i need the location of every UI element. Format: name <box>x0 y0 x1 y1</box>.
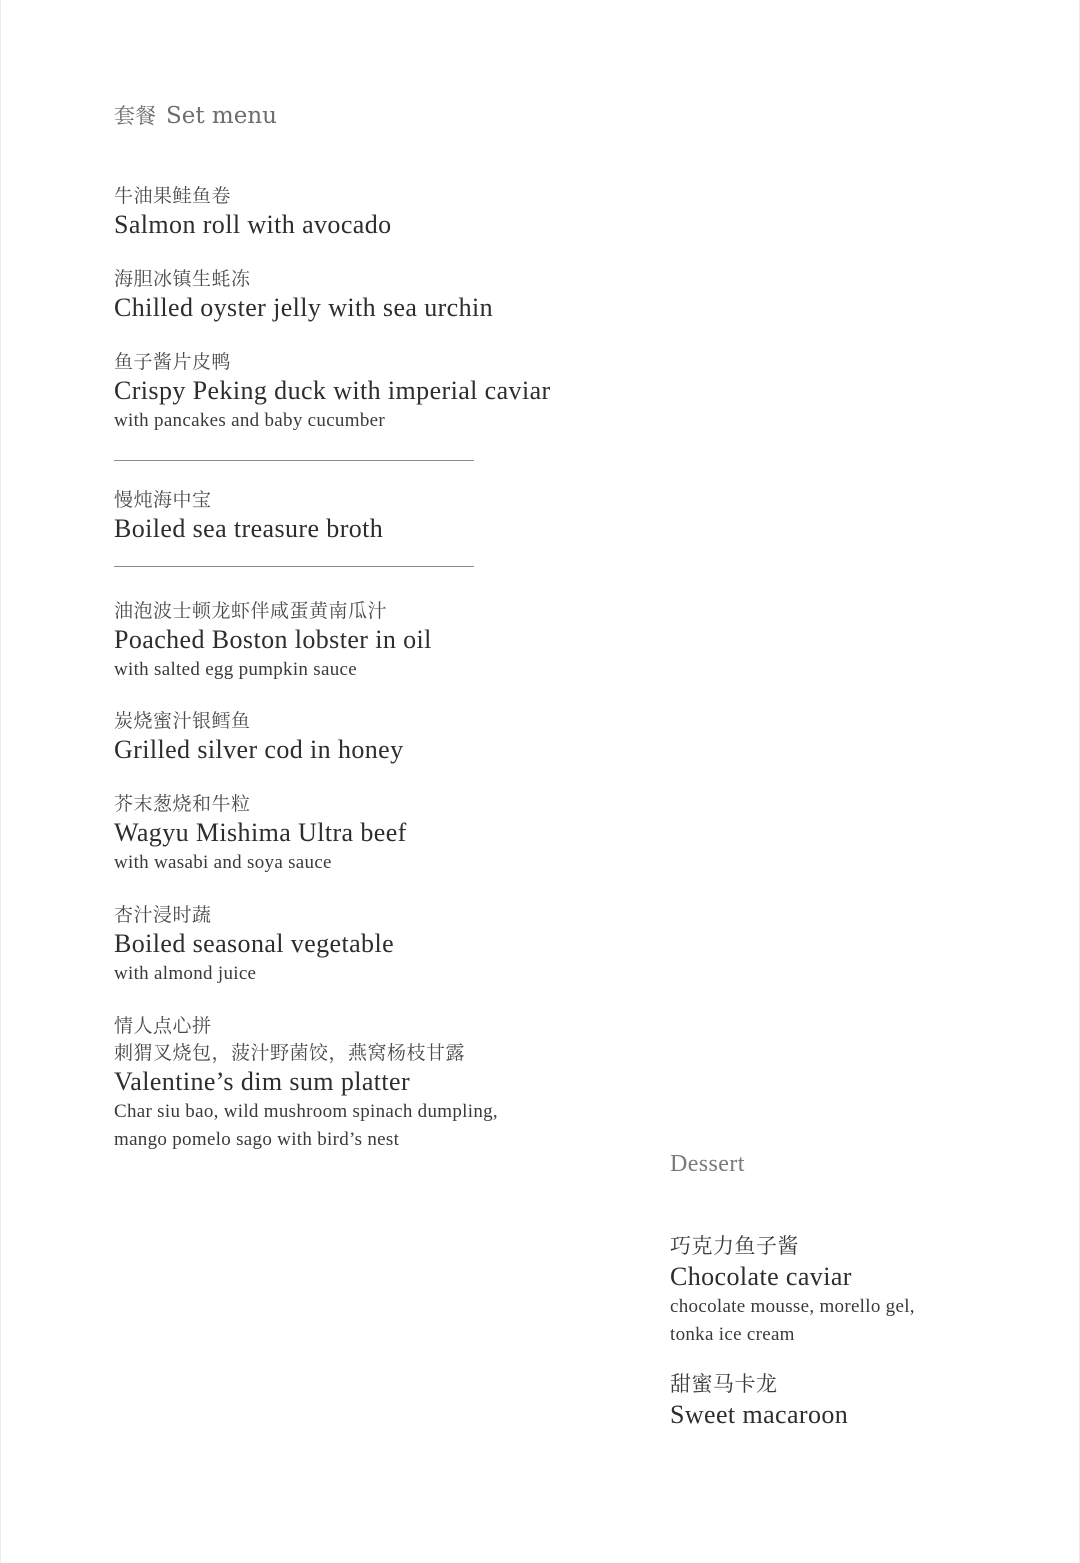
dessert-heading: Dessert <box>670 1151 745 1177</box>
dish-description: with wasabi and soya sauce <box>114 852 332 873</box>
dish-name-en: Salmon roll with avocado <box>114 210 392 239</box>
section-divider <box>114 460 474 461</box>
page-title-en: Set menu <box>166 103 277 129</box>
dessert-description: chocolate mousse, morello gel, <box>670 1296 915 1317</box>
dish-description: with pancakes and baby cucumber <box>114 410 385 431</box>
dish-name-zh: 芥末葱烧和牛粒 <box>114 793 251 815</box>
menu-item-silver-cod <box>114 708 404 766</box>
dessert-description-cont: tonka ice cream <box>670 1324 795 1345</box>
dish-name-en: Crispy Peking duck with imperial caviar <box>114 376 551 405</box>
page-title <box>114 100 277 130</box>
dish-name-zh: 情人点心拼 <box>114 1015 212 1037</box>
dish-name-en: Wagyu Mishima Ultra beef <box>114 818 407 847</box>
dish-name-en: Poached Boston lobster in oil <box>114 625 432 654</box>
dessert-name-en: Sweet macaroon <box>670 1400 849 1429</box>
menu-item-boston-lobster <box>114 598 432 684</box>
dessert-item-sweet-macaroon <box>670 1369 848 1431</box>
dish-name-zh: 海胆冰镇生蚝冻 <box>114 268 251 290</box>
dessert-name-zh: 甜蜜马卡龙 <box>670 1372 778 1396</box>
dish-description: with salted egg pumpkin sauce <box>114 659 357 680</box>
menu-item-oyster-jelly <box>114 266 493 324</box>
menu-item-salmon-roll <box>114 183 392 241</box>
menu-item-peking-duck <box>114 349 551 435</box>
dish-name-en: Chilled oyster jelly with sea urchin <box>114 293 494 322</box>
dish-name-zh: 炭烧蜜汁银鳕鱼 <box>114 710 251 732</box>
page-title-zh: 套餐 <box>114 104 156 128</box>
dish-name-en: Grilled silver cod in honey <box>114 735 404 764</box>
dish-name-zh: 杏汁浸时蔬 <box>114 904 212 926</box>
dish-name-zh: 慢炖海中宝 <box>114 489 212 511</box>
dish-description: with almond juice <box>114 963 257 984</box>
dessert-name-zh: 巧克力鱼子酱 <box>670 1234 799 1258</box>
menu-item-wagyu-beef <box>114 791 407 877</box>
dish-name-zh: 油泡波士顿龙虾伴咸蛋黄南瓜汁 <box>114 600 388 622</box>
dish-name-en: Boiled seasonal vegetable <box>114 929 395 958</box>
dish-name-en: Valentine’s dim sum platter <box>114 1067 411 1096</box>
dish-name-zh: 鱼子酱片皮鸭 <box>114 351 232 373</box>
section-divider <box>114 566 474 567</box>
dessert-name-en: Chocolate caviar <box>670 1262 852 1291</box>
dish-name-zh: 牛油果鲑鱼卷 <box>114 185 232 207</box>
dish-description-cont: mango pomelo sago with bird’s nest <box>114 1129 400 1150</box>
menu-item-sea-treasure-broth <box>114 487 383 545</box>
menu-item-dim-sum-platter <box>114 1013 498 1154</box>
dish-name-en: Boiled sea treasure broth <box>114 514 384 543</box>
dessert-item-chocolate-caviar <box>670 1231 915 1349</box>
dish-components-zh: 刺猬叉烧包，菠汁野菌饺，燕窝杨枝甘露 <box>114 1042 466 1064</box>
menu-item-seasonal-vegetable <box>114 902 394 988</box>
dish-description: Char siu bao, wild mushroom spinach dumpling, <box>114 1101 498 1122</box>
